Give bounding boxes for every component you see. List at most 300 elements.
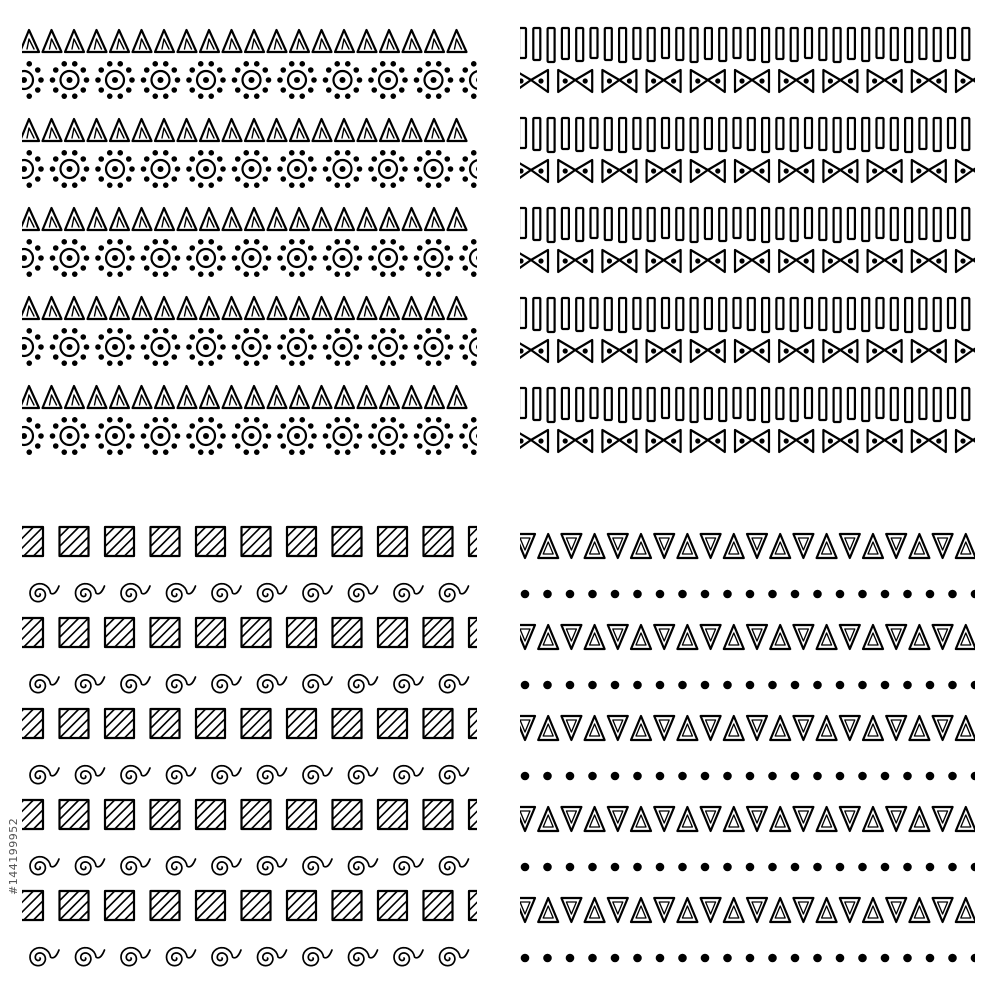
- rectangle-motif: [834, 208, 841, 242]
- rectangle-motif: [948, 118, 955, 148]
- hatched-square-motif: [151, 618, 180, 647]
- triangle-motif: [677, 534, 697, 558]
- bowtie-motif: [868, 160, 902, 182]
- dot-motif: [903, 772, 912, 781]
- triangle-motif: [886, 898, 906, 922]
- dotted-sun-motif: [50, 328, 90, 366]
- spiral-motif: [349, 857, 378, 875]
- triangle-motif: [933, 625, 953, 649]
- hatched-square-motif: [378, 800, 407, 829]
- spiral-motif: [76, 857, 105, 875]
- triangle-motif: [448, 30, 467, 52]
- rectangle-motif: [576, 298, 583, 331]
- rectangle-motif: [905, 118, 912, 152]
- dot-motif: [678, 590, 687, 599]
- dot-motif: [701, 954, 710, 963]
- dot-motif: [633, 954, 642, 963]
- triangle-motif: [956, 807, 975, 831]
- rectangle-motif: [762, 388, 769, 422]
- triangle-motif: [65, 297, 84, 319]
- hatched-square-motif: [196, 891, 225, 920]
- bowtie-motif: [602, 70, 636, 92]
- triangle-motif: [701, 807, 721, 831]
- spiral-motif: [394, 857, 423, 875]
- rectangle-motif: [834, 388, 841, 422]
- rectangle-motif: [862, 298, 869, 331]
- dot-motif: [566, 954, 575, 963]
- rectangle-motif: [619, 208, 626, 242]
- rectangle-motif: [834, 298, 841, 332]
- hatched-square-motif: [242, 800, 271, 829]
- triangle-motif: [65, 208, 84, 230]
- rectangle-motif: [648, 388, 655, 421]
- triangle-motif: [380, 30, 399, 52]
- triangle-motif: [770, 716, 790, 740]
- dot-motif: [836, 590, 845, 599]
- triangle-motif: [178, 30, 197, 52]
- hatched-square-motif: [105, 891, 134, 920]
- bowtie-motif: [520, 340, 548, 362]
- hatched-square-motif: [287, 709, 316, 738]
- triangle-motif: [448, 297, 467, 319]
- rectangle-motif: [605, 118, 612, 150]
- triangle-motif: [178, 386, 197, 408]
- triangle-motif: [245, 30, 264, 52]
- hatched-square-motif: [22, 891, 43, 920]
- rectangle-motif: [805, 298, 812, 328]
- triangle-motif: [817, 625, 837, 649]
- dot-motif: [611, 590, 620, 599]
- rectangle-motif: [719, 388, 726, 421]
- dot-motif: [836, 954, 845, 963]
- triangle-motif: [817, 807, 837, 831]
- triangle-motif: [747, 534, 767, 558]
- rectangle-motif: [548, 118, 555, 152]
- triangle-motif: [403, 297, 422, 319]
- triangle-motif: [677, 716, 697, 740]
- triangle-motif: [817, 898, 837, 922]
- hatched-square-motif: [469, 891, 477, 920]
- triangle-motif: [268, 386, 287, 408]
- triangle-motif: [65, 386, 84, 408]
- triangle-motif: [520, 807, 535, 831]
- dot-motif: [881, 590, 890, 599]
- triangle-motif: [933, 807, 953, 831]
- triangle-motif: [561, 898, 581, 922]
- rectangle-motif: [791, 298, 798, 331]
- rectangle-motif: [791, 208, 798, 241]
- dot-motif: [768, 863, 777, 872]
- rectangle-motif: [648, 118, 655, 151]
- dotted-sun-motif: [95, 328, 135, 366]
- bowtie-motif: [602, 340, 636, 362]
- dot-motif: [723, 954, 732, 963]
- triangle-motif: [933, 716, 953, 740]
- triangle-motif: [133, 30, 152, 52]
- triangle-motif: [155, 208, 174, 230]
- dot-motif: [701, 590, 710, 599]
- triangle-motif: [538, 534, 558, 558]
- triangle-motif: [747, 716, 767, 740]
- bowtie-motif: [779, 70, 813, 92]
- triangle-motif: [22, 297, 39, 319]
- dot-motif: [813, 590, 822, 599]
- triangle-motif: [155, 297, 174, 319]
- spiral-motif: [30, 584, 59, 602]
- rectangle-motif: [762, 208, 769, 242]
- triangle-motif: [933, 534, 953, 558]
- dot-motif: [881, 772, 890, 781]
- rectangle-motif: [905, 208, 912, 242]
- dot-motif: [633, 863, 642, 872]
- rectangle-motif: [877, 298, 884, 328]
- rectangle-motif: [734, 118, 741, 148]
- triangle-motif: [43, 30, 62, 52]
- dotted-sun-motif: [22, 239, 44, 277]
- bowtie-motif: [602, 160, 636, 182]
- dot-motif: [836, 863, 845, 872]
- rectangle-motif: [805, 28, 812, 58]
- bowtie-motif: [735, 250, 769, 272]
- spiral-motif: [212, 857, 241, 875]
- rectangle-motif: [533, 28, 540, 60]
- dot-motif: [858, 863, 867, 872]
- dot-motif: [791, 772, 800, 781]
- rectangle-motif: [834, 118, 841, 152]
- dot-motif: [903, 863, 912, 872]
- triangle-motif: [817, 716, 837, 740]
- rectangle-motif: [805, 388, 812, 418]
- rectangle-motif: [705, 208, 712, 239]
- bowtie-motif: [520, 250, 548, 272]
- dot-motif: [521, 772, 530, 781]
- bowtie-motif: [558, 430, 592, 452]
- hatched-square-motif: [22, 527, 43, 556]
- hatched-square-motif: [333, 800, 362, 829]
- spiral-motif: [303, 857, 332, 875]
- rectangle-motif: [776, 298, 783, 329]
- dotted-sun-motif: [141, 239, 181, 277]
- triangle-motif: [840, 625, 860, 649]
- dotted-sun-motif: [95, 61, 135, 99]
- dot-motif: [746, 590, 755, 599]
- rectangle-motif: [934, 388, 941, 421]
- rectangle-motif: [619, 388, 626, 422]
- bowtie-motif: [868, 250, 902, 272]
- bowtie-motif: [779, 430, 813, 452]
- rectangle-motif: [891, 388, 898, 420]
- dot-motif: [813, 863, 822, 872]
- triangle-motif: [585, 807, 605, 831]
- triangle-motif: [608, 534, 628, 558]
- rectangle-motif: [619, 28, 626, 62]
- dotted-sun-motif: [95, 239, 135, 277]
- triangle-motif: [817, 534, 837, 558]
- triangle-motif: [701, 534, 721, 558]
- bowtie-motif: [912, 250, 946, 272]
- dot-motif: [971, 681, 975, 690]
- triangle-motif: [909, 625, 929, 649]
- hatched-square-motif: [196, 527, 225, 556]
- spiral-motif: [167, 675, 196, 693]
- dotted-sun-motif: [414, 150, 454, 188]
- rectangle-motif: [934, 298, 941, 331]
- triangle-motif: [200, 119, 219, 141]
- triangle-motif: [520, 625, 535, 649]
- triangle-motif: [268, 30, 287, 52]
- triangle-dot-pattern: [520, 522, 975, 977]
- triangle-motif: [335, 208, 354, 230]
- triangle-motif: [268, 208, 287, 230]
- rectangle-motif: [734, 28, 741, 58]
- hatched-square-motif: [22, 618, 43, 647]
- dotted-sun-motif: [186, 150, 226, 188]
- dot-motif: [611, 681, 620, 690]
- bowtie-motif: [691, 250, 725, 272]
- triangle-motif: [380, 297, 399, 319]
- rectangle-motif: [605, 298, 612, 330]
- hatched-square-motif: [424, 527, 453, 556]
- spiral-motif: [258, 675, 287, 693]
- triangle-motif: [631, 625, 651, 649]
- rectangle-motif: [576, 118, 583, 151]
- dot-motif: [701, 863, 710, 872]
- tile-triangles-and-dots: [520, 522, 975, 977]
- triangle-motif: [223, 208, 242, 230]
- bowtie-motif: [956, 430, 975, 452]
- dot-motif: [858, 590, 867, 599]
- dotted-sun-motif: [414, 328, 454, 366]
- triangle-motif: [538, 807, 558, 831]
- triangle-motif: [956, 898, 975, 922]
- rectangle-motif: [562, 388, 569, 419]
- rectangle-motif: [520, 118, 526, 148]
- spiral-motif: [440, 584, 469, 602]
- dot-motif: [588, 590, 597, 599]
- rectangle-motif: [819, 208, 826, 240]
- spiral-motif: [212, 948, 241, 966]
- hatched-square-motif: [151, 527, 180, 556]
- hatched-square-motif: [196, 618, 225, 647]
- rectangle-motif: [862, 388, 869, 421]
- triangle-motif: [724, 625, 744, 649]
- rectangle-motif: [776, 208, 783, 239]
- rectangle-motif: [776, 388, 783, 419]
- hatched-square-motif: [196, 800, 225, 829]
- bowtie-motif: [647, 160, 681, 182]
- rectangle-motif: [520, 28, 526, 58]
- hatched-square-motif: [60, 800, 89, 829]
- triangle-motif: [43, 386, 62, 408]
- dot-motif: [971, 590, 975, 599]
- hatched-square-motif: [242, 527, 271, 556]
- hatched-square-motif: [424, 891, 453, 920]
- bowtie-motif: [912, 70, 946, 92]
- bowtie-motif: [823, 70, 857, 92]
- hatched-square-motif: [105, 527, 134, 556]
- triangle-motif: [585, 625, 605, 649]
- triangle-motif: [724, 716, 744, 740]
- triangle-motif: [335, 30, 354, 52]
- dotted-sun-motif: [232, 150, 272, 188]
- spiral-motif: [76, 766, 105, 784]
- triangle-motif: [448, 386, 467, 408]
- hatched-square-motif: [151, 891, 180, 920]
- rectangle-motif: [819, 28, 826, 60]
- hatched-square-motif: [22, 800, 43, 829]
- triangle-motif: [747, 625, 767, 649]
- dot-motif: [656, 954, 665, 963]
- spiral-motif: [212, 766, 241, 784]
- triangle-motif: [793, 716, 813, 740]
- bowtie-motif: [647, 430, 681, 452]
- rectangle-motif: [962, 208, 969, 240]
- dot-motif: [611, 863, 620, 872]
- dotted-sun-motif: [323, 417, 363, 455]
- rectangle-motif: [633, 298, 640, 329]
- rectangle-motif: [633, 118, 640, 149]
- dot-motif: [678, 954, 687, 963]
- triangle-motif: [22, 386, 39, 408]
- triangle-motif: [358, 208, 377, 230]
- dotted-sun-motif: [368, 328, 408, 366]
- triangle-motif: [631, 534, 651, 558]
- triangle-motif: [724, 807, 744, 831]
- triangle-motif: [561, 625, 581, 649]
- triangle-motif: [561, 716, 581, 740]
- dotted-sun-motif: [414, 239, 454, 277]
- hatched-square-motif: [105, 709, 134, 738]
- triangle-motif: [22, 30, 39, 52]
- triangle-motif: [110, 297, 129, 319]
- hatched-square-motif: [242, 618, 271, 647]
- triangle-motif: [724, 534, 744, 558]
- rectangle-motif: [619, 118, 626, 152]
- rectangle-motif: [877, 388, 884, 418]
- triangle-motif: [425, 119, 444, 141]
- dotted-sun-motif: [232, 328, 272, 366]
- bowtie-motif: [691, 160, 725, 182]
- spiral-motif: [121, 766, 150, 784]
- triangle-motif: [110, 386, 129, 408]
- rectangle-motif: [705, 388, 712, 419]
- triangle-motif: [88, 297, 107, 319]
- bowtie-motif: [868, 430, 902, 452]
- triangle-motif: [585, 716, 605, 740]
- dot-motif: [746, 954, 755, 963]
- triangle-motif: [747, 807, 767, 831]
- rectangle-motif: [691, 118, 698, 152]
- hatched-square-motif: [287, 618, 316, 647]
- rectangle-motif: [605, 388, 612, 420]
- rectangle-motif: [862, 118, 869, 151]
- bowtie-motif: [520, 70, 548, 92]
- hatched-square-motif: [378, 709, 407, 738]
- rectangle-motif: [520, 298, 526, 328]
- rectangle-motif: [848, 28, 855, 59]
- dotted-sun-motif: [186, 328, 226, 366]
- dotted-sun-motif: [323, 150, 363, 188]
- dot-motif: [701, 772, 710, 781]
- dot-motif: [971, 863, 975, 872]
- spiral-motif: [303, 675, 332, 693]
- triangle-motif: [245, 119, 264, 141]
- rectangle-motif: [576, 28, 583, 61]
- dotted-sun-motif: [277, 328, 317, 366]
- dot-motif: [521, 954, 530, 963]
- rectangle-motif: [691, 388, 698, 422]
- square-spiral-pattern: [22, 522, 477, 977]
- triangle-motif: [747, 898, 767, 922]
- rectangle-motif: [533, 208, 540, 240]
- triangle-motif: [88, 30, 107, 52]
- rectangle-motif: [934, 118, 941, 151]
- rectangle-motif: [676, 28, 683, 60]
- rectangle-motif: [648, 298, 655, 331]
- rectangle-motif: [591, 388, 598, 418]
- triangle-motif: [245, 386, 264, 408]
- dotted-sun-motif: [368, 417, 408, 455]
- triangle-motif: [933, 898, 953, 922]
- dot-motif: [611, 954, 620, 963]
- rectangle-motif: [662, 208, 669, 238]
- triangle-motif: [793, 534, 813, 558]
- rectangle-motif: [734, 208, 741, 238]
- triangle-motif: [701, 716, 721, 740]
- dot-motif: [926, 954, 935, 963]
- spiral-motif: [349, 675, 378, 693]
- dot-motif: [813, 772, 822, 781]
- rectangle-motif: [548, 28, 555, 62]
- triangle-motif: [290, 297, 309, 319]
- hatched-square-motif: [469, 709, 477, 738]
- triangle-motif: [133, 297, 152, 319]
- hatched-square-motif: [105, 618, 134, 647]
- dotted-sun-motif: [141, 417, 181, 455]
- dot-motif: [701, 681, 710, 690]
- hatched-square-motif: [196, 709, 225, 738]
- bowtie-motif: [558, 250, 592, 272]
- dot-motif: [926, 772, 935, 781]
- bowtie-motif: [956, 70, 975, 92]
- rectangle-motif: [548, 208, 555, 242]
- triangle-motif: [88, 119, 107, 141]
- dot-motif: [723, 772, 732, 781]
- triangle-motif: [538, 625, 558, 649]
- dot-motif: [926, 863, 935, 872]
- triangle-motif: [561, 534, 581, 558]
- triangle-motif: [110, 208, 129, 230]
- triangle-motif: [654, 625, 674, 649]
- tile-triangles-and-suns: [22, 22, 477, 477]
- rectangle-motif: [562, 118, 569, 149]
- dotted-sun-motif: [232, 61, 272, 99]
- triangle-motif: [313, 297, 332, 319]
- dot-motif: [723, 681, 732, 690]
- rectangle-motif: [533, 298, 540, 330]
- triangle-motif: [631, 807, 651, 831]
- rectangle-motif: [533, 118, 540, 150]
- rectangle-motif: [891, 208, 898, 240]
- rectangle-motif: [662, 28, 669, 58]
- bowtie-motif: [868, 70, 902, 92]
- dotted-sun-motif: [22, 61, 44, 99]
- dot-motif: [926, 681, 935, 690]
- triangle-motif: [538, 898, 558, 922]
- triangle-motif: [403, 386, 422, 408]
- dotted-sun-motif: [50, 150, 90, 188]
- dot-motif: [678, 772, 687, 781]
